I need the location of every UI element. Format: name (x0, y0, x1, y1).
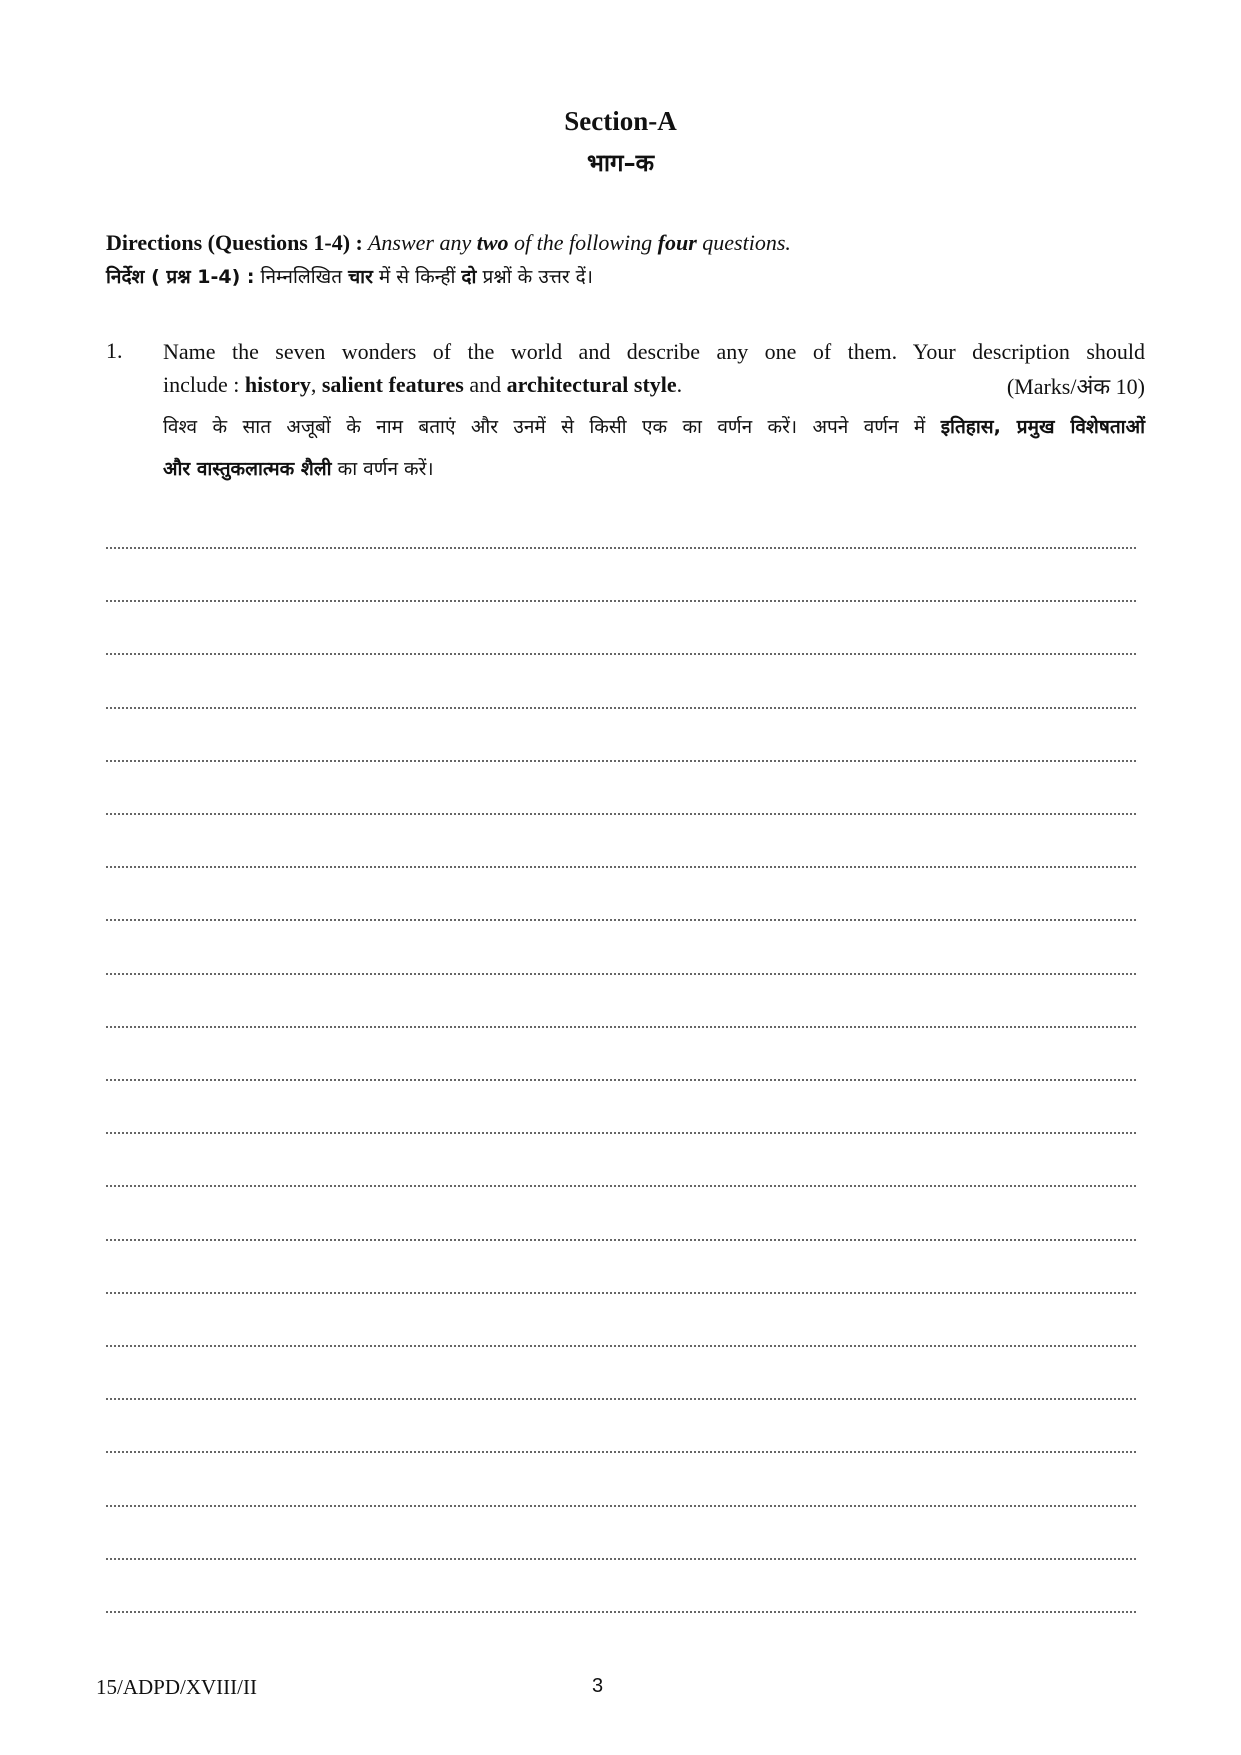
question-keyword: salient features (321, 372, 464, 397)
marks-label: (Marks/अंक 10) (1006, 374, 1145, 399)
directions-hindi (106, 263, 593, 291)
question-text-line-1: Name the seven wonders of the world and describe any one of them. Your description should (163, 339, 1145, 364)
answer-line[interactable] (106, 547, 1136, 549)
answer-line[interactable] (106, 1132, 1136, 1134)
question-hindi-line-2 (163, 455, 1145, 483)
question-text: . (676, 372, 683, 397)
footer-code: 15/ADPD/XVIII/II (96, 1675, 257, 1699)
directions-emphasis: two (476, 230, 509, 255)
question-text: and (463, 372, 507, 397)
question-hindi-keyword: इतिहास, प्रमुख विशेषताओं (940, 416, 1146, 438)
directions-text: Answer any (362, 230, 477, 255)
answer-line[interactable] (106, 760, 1136, 762)
directions-emphasis: four (657, 230, 697, 255)
question-number: 1. (106, 338, 123, 363)
answer-line[interactable] (106, 973, 1136, 975)
directions-english (106, 229, 791, 257)
directions-emphasis-hindi: दो (461, 266, 477, 288)
question-text: , (310, 372, 322, 397)
answer-line[interactable] (106, 1345, 1136, 1347)
answer-line[interactable] (106, 1611, 1136, 1613)
directions-emphasis-hindi: चार (348, 266, 373, 288)
question-keyword: history (244, 372, 311, 397)
directions-text-hindi: में से किन्हीं (372, 266, 462, 288)
answer-line[interactable] (106, 919, 1136, 921)
answer-line[interactable] (106, 1292, 1136, 1294)
question-hindi-line-1 (163, 413, 1145, 441)
question-text: include : (163, 372, 245, 397)
section-subtitle: भाग–क (586, 149, 655, 177)
directions-label-hindi: निर्देश ( प्रश्न 1-4) : (106, 266, 255, 288)
answer-line[interactable] (106, 653, 1136, 655)
directions-text: of the following (508, 230, 658, 255)
answer-line[interactable] (106, 813, 1136, 815)
answer-line[interactable] (106, 1558, 1136, 1560)
question-text-line-2 (163, 371, 1145, 399)
answer-line[interactable] (106, 1026, 1136, 1028)
answer-line[interactable] (106, 1398, 1136, 1400)
question-hindi-text: का वर्णन करें। (331, 458, 434, 480)
answer-line[interactable] (106, 1079, 1136, 1081)
answer-line[interactable] (106, 1239, 1136, 1241)
directions-text-hindi: प्रश्नों के उत्तर दें। (476, 266, 593, 288)
answer-line[interactable] (106, 1185, 1136, 1187)
question-hindi-text: विश्व के सात अजूबों के नाम बताएं और उनमें से किसी एक का वर्णन करें। अपने वर्णन में (163, 416, 941, 438)
answer-line[interactable] (106, 1451, 1136, 1453)
section-title: Section-A (564, 106, 677, 136)
directions-text: questions. (696, 230, 791, 255)
question-hindi-keyword: और वास्तुकलात्मक शैली (163, 458, 332, 480)
answer-line[interactable] (106, 1505, 1136, 1507)
answer-line[interactable] (106, 866, 1136, 868)
answer-line[interactable] (106, 600, 1136, 602)
question-keyword: architectural style (506, 372, 677, 397)
directions-text-hindi: निम्नलिखित (254, 266, 349, 288)
page-number: 3 (592, 1675, 604, 1697)
answer-line[interactable] (106, 707, 1136, 709)
directions-label: Directions (Questions 1-4) : (106, 230, 363, 255)
